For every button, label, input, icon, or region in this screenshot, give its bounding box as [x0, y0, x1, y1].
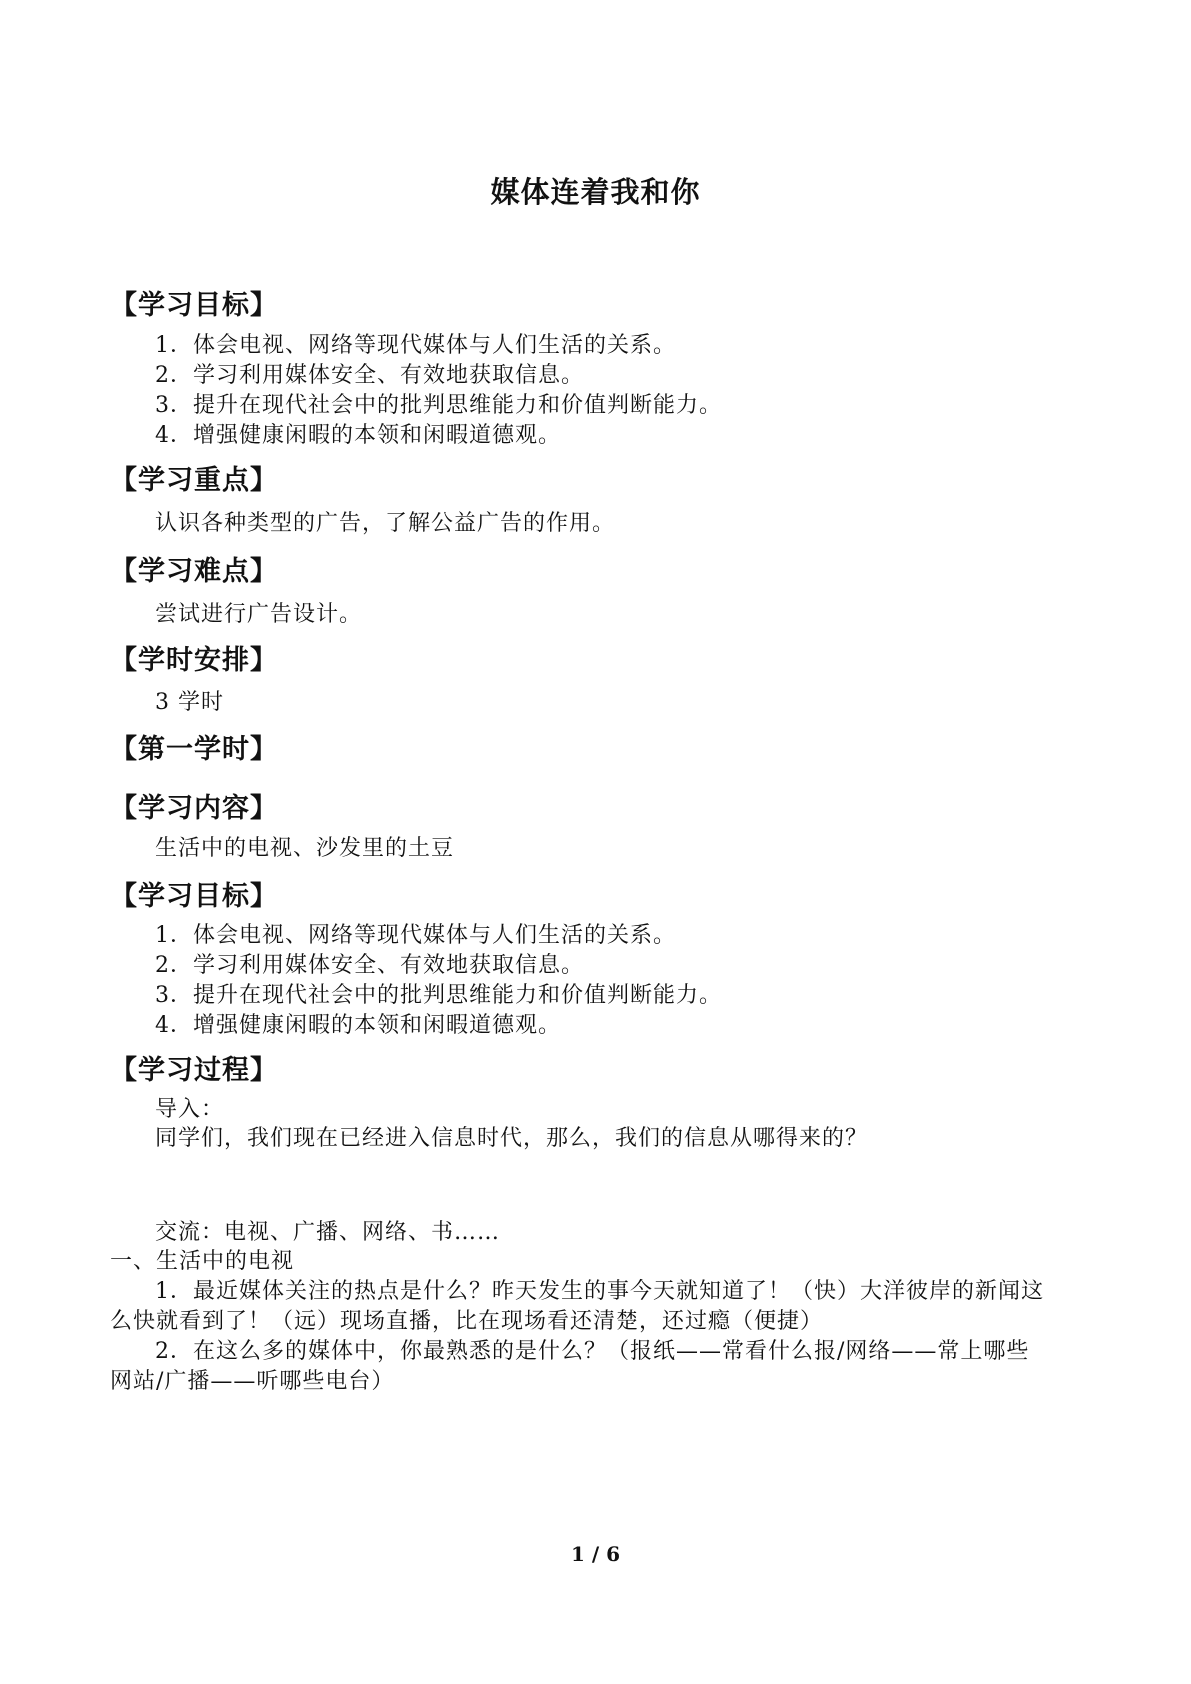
question-1-line-2: 么快就看到了！（远）现场直播，比在现场看还清楚，还过瘾（便捷）: [110, 1309, 824, 1334]
heading-learning-content: 【学习内容】: [110, 793, 278, 824]
heading-learning-goals: 【学习目标】: [110, 290, 278, 321]
exchange-text: 交流：电视、广播、网络、书……: [155, 1220, 501, 1245]
document-title: 媒体连着我和你: [490, 175, 701, 209]
question-2-line-2: 网站/广播——听哪些电台）: [110, 1369, 395, 1394]
question-1-line-1: 1．最近媒体关注的热点是什么？昨天发生的事今天就知道了！（快）大洋彼岸的新闻这: [155, 1279, 1044, 1304]
intro-text: 同学们，我们现在已经进入信息时代，那么，我们的信息从哪得来的？: [155, 1126, 869, 1151]
goal2-item-4: 4．增强健康闲暇的本领和闲暇道德观。: [155, 1013, 561, 1038]
heading-learning-focus: 【学习重点】: [110, 465, 278, 496]
content-text: 生活中的电视、沙发里的土豆: [155, 836, 455, 861]
question-2-line-1: 2．在这么多的媒体中，你最熟悉的是什么？（报纸——常看什么报/网络——常上哪些: [155, 1339, 1030, 1364]
goal-item-2: 2．学习利用媒体安全、有效地获取信息。: [155, 363, 584, 388]
schedule-text: 3 学时: [155, 690, 224, 715]
goal-item-4: 4．增强健康闲暇的本领和闲暇道德观。: [155, 423, 561, 448]
heading-first-period: 【第一学时】: [110, 734, 278, 765]
difficulty-text: 尝试进行广告设计。: [155, 602, 363, 627]
page-number: 1 / 6: [570, 1542, 621, 1566]
goal2-item-2: 2．学习利用媒体安全、有效地获取信息。: [155, 953, 584, 978]
goal-item-3: 3．提升在现代社会中的批判思维能力和价值判断能力。: [155, 393, 722, 418]
goal2-item-1: 1．体会电视、网络等现代媒体与人们生活的关系。: [155, 923, 676, 948]
heading-schedule: 【学时安排】: [110, 645, 278, 676]
part1-title: 一、生活中的电视: [110, 1249, 295, 1274]
heading-learning-difficulty: 【学习难点】: [110, 556, 278, 587]
heading-learning-goals-2: 【学习目标】: [110, 881, 278, 912]
goal-item-1: 1．体会电视、网络等现代媒体与人们生活的关系。: [155, 333, 676, 358]
intro-label: 导入：: [155, 1097, 225, 1122]
goal2-item-3: 3．提升在现代社会中的批判思维能力和价值判断能力。: [155, 983, 722, 1008]
heading-learning-process: 【学习过程】: [110, 1055, 278, 1086]
focus-text: 认识各种类型的广告，了解公益广告的作用。: [155, 511, 616, 536]
